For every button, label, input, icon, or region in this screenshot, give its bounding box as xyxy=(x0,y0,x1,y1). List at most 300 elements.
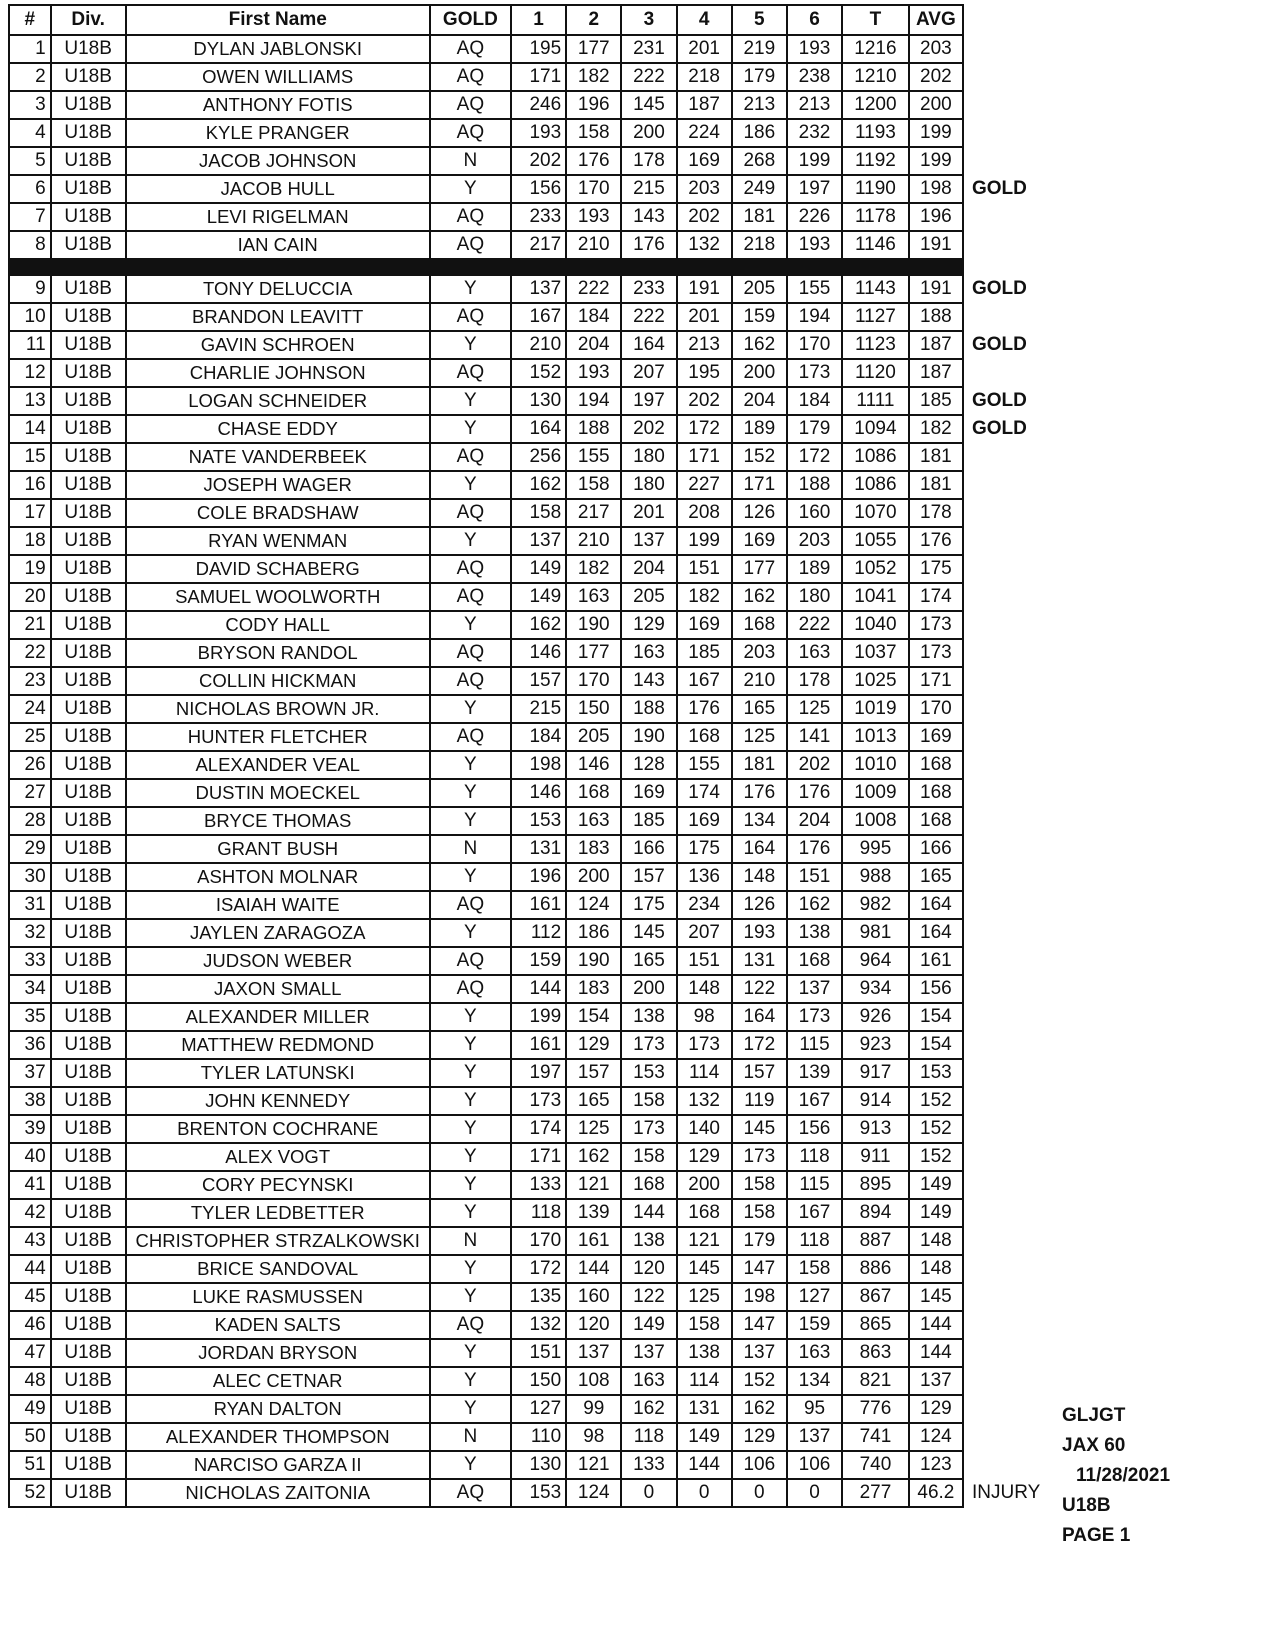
cell-game-3: 0 xyxy=(621,1479,676,1507)
cell-game-2: 170 xyxy=(566,667,621,695)
cell-game-6: 163 xyxy=(787,639,842,667)
cell-name: KADEN SALTS xyxy=(126,1311,430,1339)
cell-game-1: 215 xyxy=(511,695,566,723)
cell-game-5: 169 xyxy=(732,527,787,555)
cell-name: ASHTON MOLNAR xyxy=(126,863,430,891)
cell-game-1: 161 xyxy=(511,891,566,919)
cell-game-3: 138 xyxy=(621,1003,676,1031)
table-row xyxy=(9,499,963,527)
cell-name: LUKE RASMUSSEN xyxy=(126,1283,430,1311)
cell-division: U18B xyxy=(51,807,126,835)
cell-rank: 50 xyxy=(9,1423,51,1451)
table-row xyxy=(9,527,963,555)
cell-game-2: 108 xyxy=(566,1367,621,1395)
cell-game-6: 139 xyxy=(787,1059,842,1087)
cell-total: 1010 xyxy=(842,751,909,779)
cell-game-1: 156 xyxy=(511,175,566,203)
cell-game-4: 173 xyxy=(677,1031,732,1059)
cell-game-2: 158 xyxy=(566,471,621,499)
cell-rank: 5 xyxy=(9,147,51,175)
cell-game-4: 202 xyxy=(677,203,732,231)
cell-game-3: 138 xyxy=(621,1227,676,1255)
cell-game-2: 177 xyxy=(566,35,621,63)
cell-name: JORDAN BRYSON xyxy=(126,1339,430,1367)
cell-name: JAYLEN ZARAGOZA xyxy=(126,919,430,947)
cell-game-2: 121 xyxy=(566,1451,621,1479)
cell-game-4: 218 xyxy=(677,63,732,91)
cell-total: 923 xyxy=(842,1031,909,1059)
cell-gold: Y xyxy=(430,1031,511,1059)
cell-name: JACOB JOHNSON xyxy=(126,147,430,175)
cell-game-6: 167 xyxy=(787,1087,842,1115)
cell-name: NATE VANDERBEEK xyxy=(126,443,430,471)
cell-game-4: 131 xyxy=(677,1395,732,1423)
cell-game-2: 188 xyxy=(566,415,621,443)
cell-game-4: 187 xyxy=(677,91,732,119)
cell-game-5: 126 xyxy=(732,891,787,919)
cell-game-4: 171 xyxy=(677,443,732,471)
cell-game-1: 112 xyxy=(511,919,566,947)
cell-name: MATTHEW REDMOND xyxy=(126,1031,430,1059)
cell-game-6: 156 xyxy=(787,1115,842,1143)
cell-total: 1055 xyxy=(842,527,909,555)
cell-division: U18B xyxy=(51,611,126,639)
cell-game-6: 95 xyxy=(787,1395,842,1423)
table-row xyxy=(9,751,963,779)
cell-average: 145 xyxy=(909,1283,963,1311)
cell-total: 1019 xyxy=(842,695,909,723)
cell-total: 1086 xyxy=(842,471,909,499)
cell-game-4: 201 xyxy=(677,35,732,63)
cell-game-6: 188 xyxy=(787,471,842,499)
cell-total: 982 xyxy=(842,891,909,919)
cell-game-6: 163 xyxy=(787,1339,842,1367)
cell-rank: 46 xyxy=(9,1311,51,1339)
cell-division: U18B xyxy=(51,147,126,175)
cell-game-3: 128 xyxy=(621,751,676,779)
cell-game-1: 146 xyxy=(511,639,566,667)
cell-gold: Y xyxy=(430,611,511,639)
cell-game-5: 204 xyxy=(732,387,787,415)
table-row xyxy=(9,1311,963,1339)
cell-name: LEVI RIGELMAN xyxy=(126,203,430,231)
cell-game-4: 136 xyxy=(677,863,732,891)
cell-game-1: 133 xyxy=(511,1171,566,1199)
cell-game-4: 121 xyxy=(677,1227,732,1255)
cell-rank: 38 xyxy=(9,1087,51,1115)
cell-game-4: 175 xyxy=(677,835,732,863)
cell-game-2: 170 xyxy=(566,175,621,203)
cell-gold: AQ xyxy=(430,63,511,91)
cell-gold: Y xyxy=(430,387,511,415)
cell-rank: 39 xyxy=(9,1115,51,1143)
cell-gold: Y xyxy=(430,751,511,779)
table-row xyxy=(9,1059,963,1087)
cell-name: DAVID SCHABERG xyxy=(126,555,430,583)
cell-game-4: 132 xyxy=(677,231,732,259)
table-row xyxy=(9,1171,963,1199)
cell-game-2: 186 xyxy=(566,919,621,947)
cell-game-3: 233 xyxy=(621,275,676,303)
cell-game-3: 175 xyxy=(621,891,676,919)
cell-rank: 37 xyxy=(9,1059,51,1087)
cell-game-6: 173 xyxy=(787,1003,842,1031)
cell-game-2: 99 xyxy=(566,1395,621,1423)
cell-name: RYAN WENMAN xyxy=(126,527,430,555)
cell-rank: 52 xyxy=(9,1479,51,1507)
cut-line xyxy=(9,259,963,275)
cell-name: ANTHONY FOTIS xyxy=(126,91,430,119)
cell-total: 1193 xyxy=(842,119,909,147)
cell-average: 202 xyxy=(909,63,963,91)
cell-game-6: 180 xyxy=(787,583,842,611)
cell-game-1: 233 xyxy=(511,203,566,231)
cell-gold: Y xyxy=(430,863,511,891)
cell-total: 1146 xyxy=(842,231,909,259)
cell-game-2: 129 xyxy=(566,1031,621,1059)
cell-game-1: 137 xyxy=(511,275,566,303)
cell-name: BRYSON RANDOL xyxy=(126,639,430,667)
cell-game-5: 162 xyxy=(732,331,787,359)
cell-game-4: 151 xyxy=(677,555,732,583)
cell-game-4: 169 xyxy=(677,611,732,639)
cell-total: 776 xyxy=(842,1395,909,1423)
cell-name: ISAIAH WAITE xyxy=(126,891,430,919)
table-row xyxy=(9,1423,963,1451)
cell-game-4: 172 xyxy=(677,415,732,443)
cell-rank: 21 xyxy=(9,611,51,639)
cell-average: 170 xyxy=(909,695,963,723)
cell-game-6: 0 xyxy=(787,1479,842,1507)
cell-game-4: 203 xyxy=(677,175,732,203)
cell-rank: 13 xyxy=(9,387,51,415)
cell-rank: 20 xyxy=(9,583,51,611)
cell-name: OWEN WILLIAMS xyxy=(126,63,430,91)
cell-game-3: 163 xyxy=(621,1367,676,1395)
cell-average: 124 xyxy=(909,1423,963,1451)
cell-game-6: 141 xyxy=(787,723,842,751)
cell-average: 152 xyxy=(909,1143,963,1171)
cell-gold: Y xyxy=(430,1283,511,1311)
cell-division: U18B xyxy=(51,667,126,695)
table-row xyxy=(9,1143,963,1171)
cell-rank: 14 xyxy=(9,415,51,443)
cell-gold: AQ xyxy=(430,891,511,919)
cell-gold: AQ xyxy=(430,231,511,259)
cell-game-6: 204 xyxy=(787,807,842,835)
cell-average: 175 xyxy=(909,555,963,583)
cell-game-6: 137 xyxy=(787,1423,842,1451)
cell-game-3: 231 xyxy=(621,35,676,63)
cell-game-6: 173 xyxy=(787,359,842,387)
table-row xyxy=(9,1395,963,1423)
col-header-game-2: 2 xyxy=(566,5,621,35)
cell-gold: Y xyxy=(430,1339,511,1367)
cell-name: ALEXANDER VEAL xyxy=(126,751,430,779)
cell-name: DYLAN JABLONSKI xyxy=(126,35,430,63)
cell-total: 934 xyxy=(842,975,909,1003)
cell-division: U18B xyxy=(51,203,126,231)
cell-game-2: 177 xyxy=(566,639,621,667)
cell-game-5: 125 xyxy=(732,723,787,751)
cell-game-3: 164 xyxy=(621,331,676,359)
cell-division: U18B xyxy=(51,499,126,527)
cell-game-3: 204 xyxy=(621,555,676,583)
cell-game-1: 193 xyxy=(511,119,566,147)
cell-average: 181 xyxy=(909,471,963,499)
cell-average: 153 xyxy=(909,1059,963,1087)
cell-average: 173 xyxy=(909,611,963,639)
cell-game-5: 126 xyxy=(732,499,787,527)
table-row xyxy=(9,835,963,863)
cell-total: 1192 xyxy=(842,147,909,175)
cell-game-5: 177 xyxy=(732,555,787,583)
cell-gold: Y xyxy=(430,527,511,555)
cell-average: 164 xyxy=(909,919,963,947)
cell-rank: 35 xyxy=(9,1003,51,1031)
cell-rank: 22 xyxy=(9,639,51,667)
cell-division: U18B xyxy=(51,527,126,555)
cell-gold: Y xyxy=(430,175,511,203)
cell-game-4: 138 xyxy=(677,1339,732,1367)
cell-game-4: 0 xyxy=(677,1479,732,1507)
cell-game-1: 159 xyxy=(511,947,566,975)
cell-game-4: 168 xyxy=(677,1199,732,1227)
event-org: GLJGT xyxy=(1062,1405,1126,1426)
cell-game-1: 164 xyxy=(511,415,566,443)
cell-game-2: 193 xyxy=(566,203,621,231)
cell-division: U18B xyxy=(51,1283,126,1311)
table-row xyxy=(9,723,963,751)
cell-total: 1190 xyxy=(842,175,909,203)
cell-game-3: 205 xyxy=(621,583,676,611)
cell-gold: AQ xyxy=(430,303,511,331)
cell-name: JOHN KENNEDY xyxy=(126,1087,430,1115)
cell-average: 199 xyxy=(909,119,963,147)
cell-game-4: 169 xyxy=(677,807,732,835)
cell-game-2: 182 xyxy=(566,555,621,583)
table-row xyxy=(9,175,963,203)
cell-total: 914 xyxy=(842,1087,909,1115)
cell-game-1: 170 xyxy=(511,1227,566,1255)
cell-game-3: 157 xyxy=(621,863,676,891)
cell-total: 894 xyxy=(842,1199,909,1227)
cell-name: CODY HALL xyxy=(126,611,430,639)
cell-total: 981 xyxy=(842,919,909,947)
cell-game-4: 195 xyxy=(677,359,732,387)
cell-name: JAXON SMALL xyxy=(126,975,430,1003)
cell-game-1: 150 xyxy=(511,1367,566,1395)
cell-game-4: 201 xyxy=(677,303,732,331)
cell-name: DUSTIN MOECKEL xyxy=(126,779,430,807)
cell-game-1: 217 xyxy=(511,231,566,259)
cell-total: 1009 xyxy=(842,779,909,807)
cell-game-5: 173 xyxy=(732,1143,787,1171)
cell-division: U18B xyxy=(51,275,126,303)
cell-game-5: 189 xyxy=(732,415,787,443)
cell-game-2: 162 xyxy=(566,1143,621,1171)
cell-game-5: 134 xyxy=(732,807,787,835)
cell-game-4: 234 xyxy=(677,891,732,919)
cell-division: U18B xyxy=(51,1199,126,1227)
cell-total: 995 xyxy=(842,835,909,863)
cell-game-3: 133 xyxy=(621,1451,676,1479)
cell-rank: 43 xyxy=(9,1227,51,1255)
cell-game-6: 199 xyxy=(787,147,842,175)
cell-game-2: 190 xyxy=(566,947,621,975)
table-row xyxy=(9,975,963,1003)
cell-total: 1025 xyxy=(842,667,909,695)
cell-name: SAMUEL WOOLWORTH xyxy=(126,583,430,611)
gold-note: GOLD xyxy=(972,418,1027,439)
cell-rank: 7 xyxy=(9,203,51,231)
cell-division: U18B xyxy=(51,1451,126,1479)
table-row xyxy=(9,1255,963,1283)
cell-game-5: 147 xyxy=(732,1255,787,1283)
cell-division: U18B xyxy=(51,1339,126,1367)
cell-game-4: 202 xyxy=(677,387,732,415)
cell-name: NICHOLAS BROWN JR. xyxy=(126,695,430,723)
cell-game-5: 186 xyxy=(732,119,787,147)
cell-game-2: 210 xyxy=(566,231,621,259)
cell-game-2: 98 xyxy=(566,1423,621,1451)
cell-game-5: 145 xyxy=(732,1115,787,1143)
cell-gold: AQ xyxy=(430,359,511,387)
cell-game-5: 198 xyxy=(732,1283,787,1311)
cell-game-2: 137 xyxy=(566,1339,621,1367)
cell-game-6: 222 xyxy=(787,611,842,639)
cell-average: 164 xyxy=(909,891,963,919)
cell-game-3: 158 xyxy=(621,1087,676,1115)
table-row xyxy=(9,863,963,891)
cell-game-4: 169 xyxy=(677,147,732,175)
cell-average: 196 xyxy=(909,203,963,231)
cell-game-2: 124 xyxy=(566,1479,621,1507)
cell-game-1: 202 xyxy=(511,147,566,175)
cell-game-3: 120 xyxy=(621,1255,676,1283)
cell-game-2: 163 xyxy=(566,583,621,611)
cell-game-3: 222 xyxy=(621,303,676,331)
cell-total: 1200 xyxy=(842,91,909,119)
cell-rank: 30 xyxy=(9,863,51,891)
cell-game-1: 151 xyxy=(511,1339,566,1367)
cell-gold: Y xyxy=(430,1171,511,1199)
cell-game-1: 171 xyxy=(511,1143,566,1171)
cell-name: COLLIN HICKMAN xyxy=(126,667,430,695)
cell-game-6: 193 xyxy=(787,231,842,259)
cell-game-5: 181 xyxy=(732,203,787,231)
cell-gold: N xyxy=(430,1423,511,1451)
cell-game-2: 183 xyxy=(566,975,621,1003)
cell-game-6: 184 xyxy=(787,387,842,415)
cell-rank: 40 xyxy=(9,1143,51,1171)
cell-game-2: 160 xyxy=(566,1283,621,1311)
cell-name: CHRISTOPHER STRZALKOWSKI xyxy=(126,1227,430,1255)
cell-game-5: 210 xyxy=(732,667,787,695)
table-row xyxy=(9,1339,963,1367)
cell-game-2: 190 xyxy=(566,611,621,639)
table-row xyxy=(9,359,963,387)
cell-game-4: 176 xyxy=(677,695,732,723)
cell-average: 200 xyxy=(909,91,963,119)
cell-rank: 28 xyxy=(9,807,51,835)
cell-game-6: 115 xyxy=(787,1031,842,1059)
cell-game-2: 163 xyxy=(566,807,621,835)
cell-total: 1111 xyxy=(842,387,909,415)
table-row xyxy=(9,91,963,119)
table-row xyxy=(9,639,963,667)
cell-game-3: 143 xyxy=(621,667,676,695)
cell-rank: 8 xyxy=(9,231,51,259)
table-row xyxy=(9,1479,963,1507)
cell-game-2: 146 xyxy=(566,751,621,779)
cell-game-5: 219 xyxy=(732,35,787,63)
cell-total: 964 xyxy=(842,947,909,975)
table-row xyxy=(9,1283,963,1311)
cell-total: 1094 xyxy=(842,415,909,443)
cell-rank: 29 xyxy=(9,835,51,863)
gold-note: GOLD xyxy=(972,178,1027,199)
cell-gold: N xyxy=(430,835,511,863)
cell-rank: 45 xyxy=(9,1283,51,1311)
cell-rank: 32 xyxy=(9,919,51,947)
cell-rank: 49 xyxy=(9,1395,51,1423)
cell-name: KYLE PRANGER xyxy=(126,119,430,147)
cell-game-1: 173 xyxy=(511,1087,566,1115)
cell-game-4: 132 xyxy=(677,1087,732,1115)
cell-average: 149 xyxy=(909,1199,963,1227)
table-row xyxy=(9,471,963,499)
cell-name: CORY PECYNSKI xyxy=(126,1171,430,1199)
cell-total: 926 xyxy=(842,1003,909,1031)
cell-game-1: 149 xyxy=(511,555,566,583)
cell-total: 1123 xyxy=(842,331,909,359)
cell-division: U18B xyxy=(51,891,126,919)
cell-gold: AQ xyxy=(430,499,511,527)
table-row xyxy=(9,1031,963,1059)
table-row xyxy=(9,1227,963,1255)
cell-game-6: 155 xyxy=(787,275,842,303)
cell-game-5: 158 xyxy=(732,1199,787,1227)
cell-game-6: 193 xyxy=(787,35,842,63)
cell-game-6: 118 xyxy=(787,1143,842,1171)
cell-rank: 15 xyxy=(9,443,51,471)
gold-note: GOLD xyxy=(972,278,1027,299)
cell-game-1: 162 xyxy=(511,471,566,499)
table-row xyxy=(9,667,963,695)
cell-game-3: 137 xyxy=(621,527,676,555)
cell-game-6: 203 xyxy=(787,527,842,555)
cell-division: U18B xyxy=(51,835,126,863)
cell-average: 165 xyxy=(909,863,963,891)
cell-game-5: 122 xyxy=(732,975,787,1003)
cell-division: U18B xyxy=(51,1115,126,1143)
cell-division: U18B xyxy=(51,1171,126,1199)
cell-game-3: 169 xyxy=(621,779,676,807)
cell-name: TONY DELUCCIA xyxy=(126,275,430,303)
cell-name: JUDSON WEBER xyxy=(126,947,430,975)
cell-game-4: 129 xyxy=(677,1143,732,1171)
cell-rank: 9 xyxy=(9,275,51,303)
cell-rank: 27 xyxy=(9,779,51,807)
table-row xyxy=(9,275,963,303)
cell-gold: Y xyxy=(430,779,511,807)
cell-average: 203 xyxy=(909,35,963,63)
cell-game-4: 114 xyxy=(677,1059,732,1087)
cell-game-1: 256 xyxy=(511,443,566,471)
table-row xyxy=(9,583,963,611)
cell-rank: 19 xyxy=(9,555,51,583)
